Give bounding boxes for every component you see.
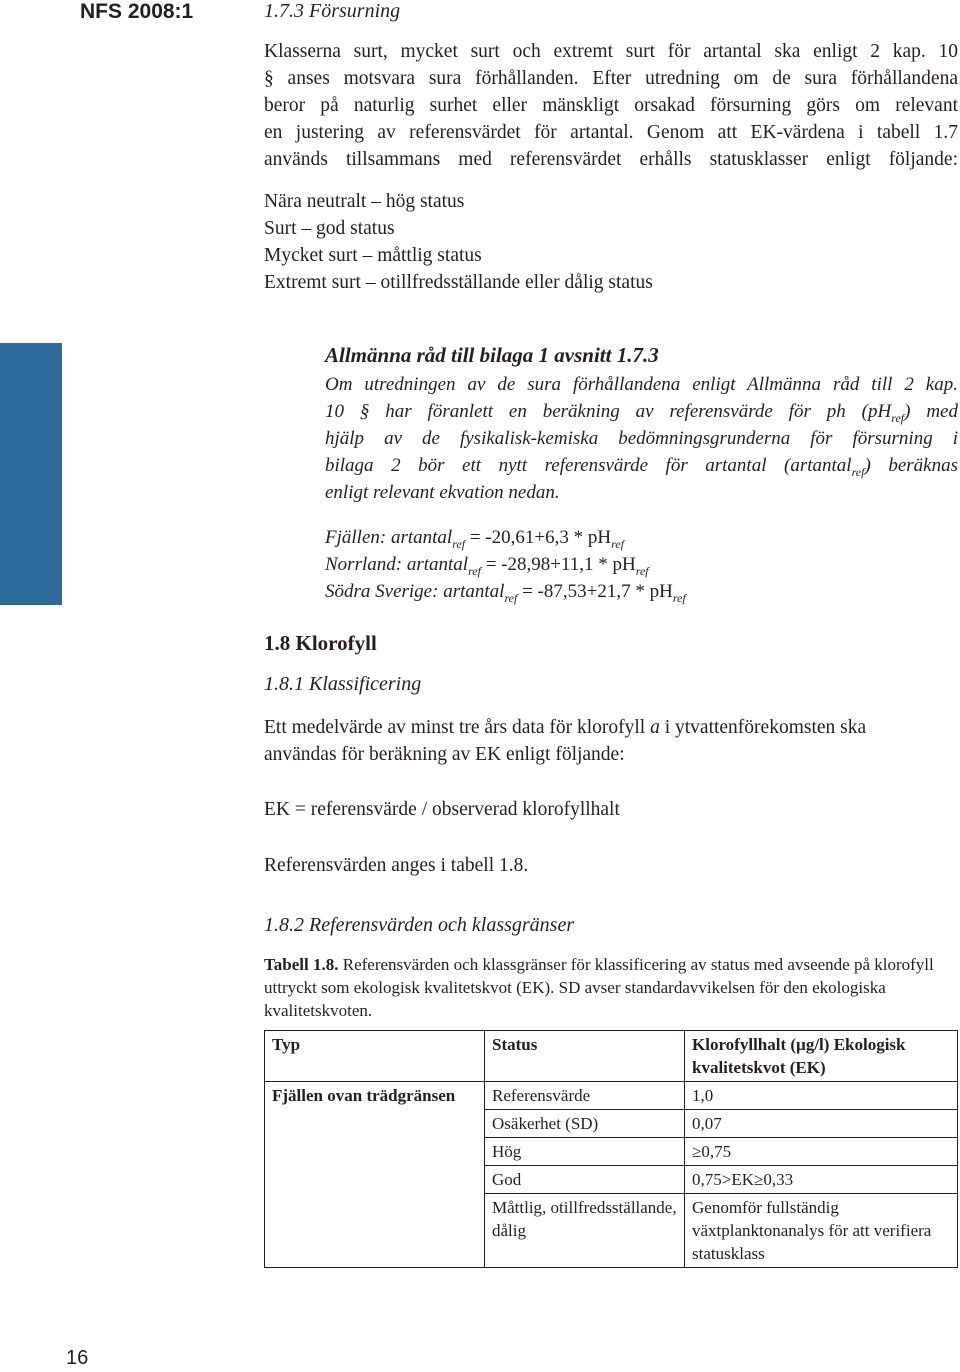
subscript-ref: ref: [635, 564, 649, 578]
section-title-klorofyll: 1.8 Klorofyll: [264, 631, 377, 655]
advice-line: hjälp av de fysikalisk-kemiska bedömningsgrunderna för försurning i: [325, 428, 958, 449]
intro-paragraph: [264, 38, 958, 173]
table-caption: [264, 953, 958, 1022]
italic-a: a: [650, 717, 660, 738]
advice-line: [325, 452, 958, 479]
table-header-row: [265, 1031, 958, 1082]
status-list: [264, 188, 653, 296]
advice-text: bilaga 2 bör ett nytt referensvärde för artantal (artantal: [325, 455, 852, 476]
type-cell: Fjällen ovan trädgränsen: [265, 1082, 485, 1268]
paragraph-line: [264, 714, 958, 741]
value-cell: 1,0: [685, 1082, 958, 1110]
header-klorofyll: Klorofyllhalt (µg/l) Ekologisk kvalitetskvot (EK): [685, 1031, 958, 1082]
equation-expression: = -28,98+11,1 * pH: [480, 554, 636, 575]
paragraph-text: i ytvattenförekomsten ska: [659, 717, 867, 738]
equation-label: Norrland: artantal: [325, 554, 469, 575]
table-caption-label: Tabell 1.8.: [264, 955, 339, 974]
status-cell: Hög: [485, 1138, 685, 1166]
advice-line: [325, 398, 958, 425]
status-item: Mycket surt – måttlig status: [264, 245, 482, 266]
equation-sodra-sverige: [325, 578, 958, 605]
status-cell: God: [485, 1166, 685, 1194]
equation-expression: = -87,53+21,7 * pH: [517, 581, 673, 602]
status-item: Surt – god status: [264, 218, 395, 239]
reference-values-table: [264, 1030, 958, 1268]
section-heading: 1.7.3 Försurning: [264, 0, 401, 22]
intro-line: används tillsammans med referensvärdet erhålls statusklasser enligt följande:: [264, 149, 958, 170]
paragraph-line: användas för beräkning av EK enligt följande:: [264, 744, 625, 765]
equation-norrland: [325, 551, 958, 578]
subscript-ref: ref: [504, 591, 518, 605]
table-row: [265, 1082, 958, 1110]
header-status: Status: [485, 1031, 685, 1082]
klorofyll-paragraph: [264, 714, 958, 768]
reference-note: Referensvärden anges i tabell 1.8.: [264, 855, 529, 876]
advice-line: Om utredningen av de sura förhållandena enligt Allmänna råd till 2 kap.: [325, 374, 958, 395]
subscript-ref: ref: [891, 411, 905, 425]
paragraph-text: Ett medelvärde av minst tre års data för klorofyll: [264, 717, 651, 738]
equation-label: Södra Sverige: artantal: [325, 581, 505, 602]
status-item: Extremt surt – otillfredsställande eller dålig status: [264, 272, 653, 293]
status-cell: Osäkerhet (SD): [485, 1110, 685, 1138]
subsection-referensvarden: 1.8.2 Referensvärden och klassgränser: [264, 914, 575, 936]
advice-title: Allmänna råd till bilaga 1 avsnitt 1.7.3: [325, 343, 659, 367]
intro-line: en justering av referensvärdet för artantal. Genom att EK-värdena i tabell 1.7: [264, 122, 958, 143]
subscript-ref: ref: [672, 591, 686, 605]
general-advice-box: [325, 342, 958, 605]
status-cell: Referensvärde: [485, 1082, 685, 1110]
value-cell: Genomför fullständig växtplanktonanalys för att verifiera statusklass: [685, 1194, 958, 1268]
subsection-klassificering: 1.8.1 Klassificering: [264, 673, 422, 695]
ek-formula: EK = referensvärde / observerad klorofyllhalt: [264, 799, 620, 820]
equation-label: Fjällen: artantal: [325, 527, 453, 548]
page-number: 16: [66, 1347, 89, 1369]
equation-expression: = -20,61+6,3 * pH: [465, 527, 612, 548]
value-cell: ≥0,75: [685, 1138, 958, 1166]
subscript-ref: ref: [452, 537, 466, 551]
subscript-ref: ref: [851, 465, 865, 479]
subscript-ref: ref: [611, 537, 624, 551]
equation-fjallen: [325, 524, 958, 551]
subscript-ref: ref: [468, 564, 481, 578]
advice-line: enligt relevant ekvation nedan.: [325, 482, 560, 503]
intro-line: § anses motsvara sura förhållanden. Efter utredning om de sura förhållandena: [264, 68, 958, 89]
header-typ: Typ: [265, 1031, 485, 1082]
advice-sidebar-bar: [0, 343, 62, 605]
document-id: NFS 2008:1: [80, 0, 194, 23]
status-item: Nära neutralt – hög status: [264, 191, 465, 212]
table-caption-text: Referensvärden och klassgränser för klassificering av status med avseende på klorofyll uttryckt som ekologisk kvalitetskvot (EK). SD avser standardavvikelsen för den ekologiska kvalitetskvoten.: [264, 955, 934, 1020]
value-cell: 0,75>EK≥0,33: [685, 1166, 958, 1194]
value-cell: 0,07: [685, 1110, 958, 1138]
advice-text: ) beräknas: [864, 455, 958, 476]
intro-line: beror på naturlig surhet eller mänskligt orsakad försurning görs om relevant: [264, 95, 958, 116]
status-cell: Måttlig, otillfredsställande, dålig: [485, 1194, 685, 1268]
intro-line: Klasserna surt, mycket surt och extremt surt för artantal ska enligt 2 kap. 10: [264, 41, 958, 62]
advice-text: 10 § har föranlett en beräkning av referensvärde för ph (pH: [325, 401, 892, 422]
advice-text: ) med: [904, 401, 958, 422]
